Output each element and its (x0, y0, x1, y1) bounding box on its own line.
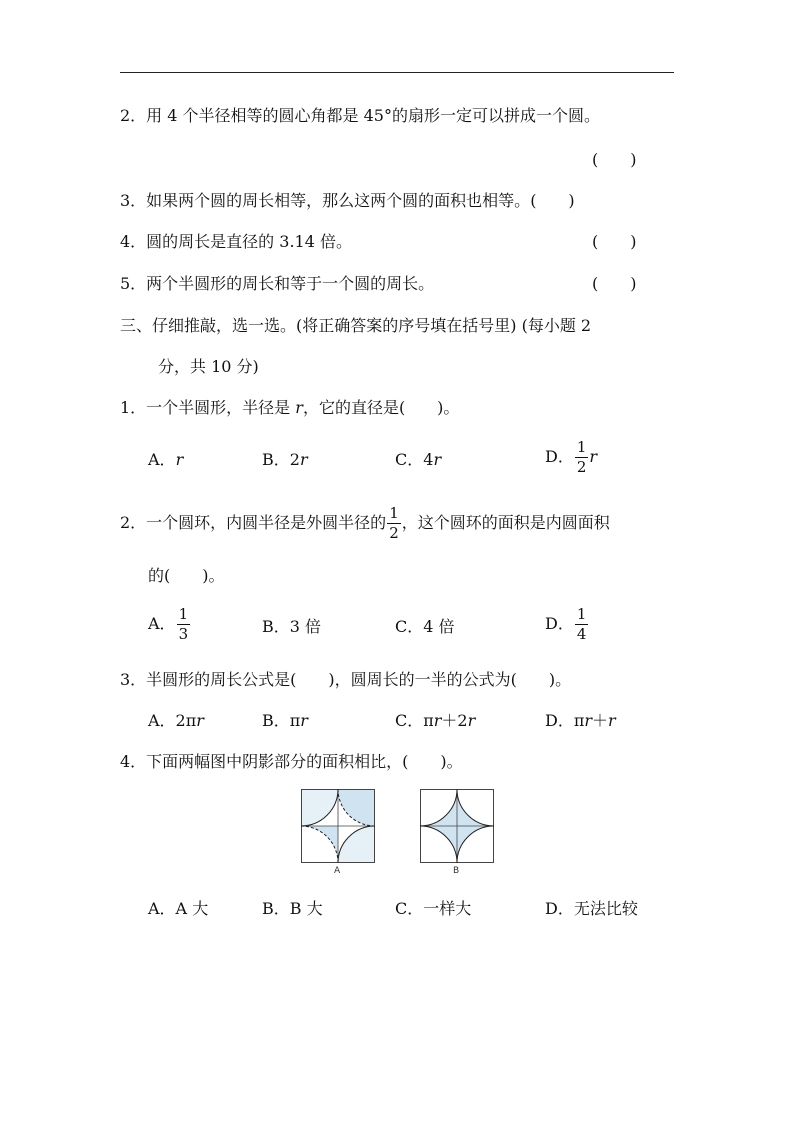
fraction-num: 1 (576, 438, 587, 456)
option-var: r (433, 711, 442, 730)
mc-q4-stem: 4．下面两幅图中阴影部分的面积相比，( )。 (120, 752, 463, 771)
option-var: r (467, 711, 476, 730)
mc-q3-option-d[interactable] (545, 711, 616, 731)
fraction (387, 506, 401, 541)
fraction-den: 2 (389, 524, 399, 542)
mc-q2-option-c[interactable]: C．4 倍 (395, 617, 455, 636)
fraction-num: 1 (389, 504, 399, 522)
judge-q2-answer-paren[interactable]: ( ) (592, 150, 637, 169)
mc-q3-option-b[interactable] (262, 711, 308, 731)
option-label: C．4 (395, 450, 434, 469)
mc-q4-option-b[interactable]: B．B 大 (262, 899, 323, 918)
mc-q2-option-b[interactable]: B．3 倍 (262, 617, 322, 636)
mc-q1-option-a[interactable] (148, 450, 183, 470)
mc-q4-option-d[interactable]: D．无法比较 (545, 899, 638, 918)
option-label: A． (148, 450, 176, 469)
section3-heading-line2: 分，共 10 分) (158, 357, 259, 376)
option-label: B．2 (262, 450, 300, 469)
fraction-den: 2 (576, 458, 587, 476)
mc-q1-option-c[interactable] (395, 450, 441, 470)
figure-b-label: B (453, 866, 460, 876)
option-var: r (299, 450, 308, 469)
judge-q3 (120, 191, 575, 211)
mc-q2-stem (120, 506, 610, 541)
option-var: r (584, 711, 593, 730)
judge-q4: 4．圆的周长是直径的 3.14 倍。 (120, 232, 352, 251)
judge-q3-answer-paren[interactable]: ( ) (530, 191, 575, 210)
option-var: r (608, 711, 616, 730)
mc-q2-stem-a: 2．一个圆环，内圆半径是外圆半径的 (120, 513, 387, 532)
option-var: r (175, 450, 184, 469)
fraction (575, 440, 589, 475)
option-rest: ＋ (592, 711, 609, 730)
judge-q3-text: 3．如果两个圆的周长相等，那么这两个圆的面积也相等。 (120, 191, 531, 210)
mc-q4-option-c[interactable]: C．一样大 (395, 899, 472, 918)
header-rule (120, 72, 674, 73)
section3-heading-line1: 三、仔细推敲，选一选。(将正确答案的序号填在括号里) (每小题 2 (120, 316, 592, 335)
option-var: r (433, 450, 442, 469)
mc-q1-stem-a: 1．一个半圆形，半径是 (120, 398, 296, 417)
mc-q3-option-a[interactable] (148, 711, 204, 731)
option-label: D．π (545, 711, 585, 730)
option-label: B．π (262, 711, 301, 730)
mc-q1-option-b[interactable] (262, 450, 308, 470)
fraction-den: 3 (178, 625, 189, 643)
figure-a (301, 789, 375, 863)
option-label: D． (545, 447, 574, 466)
option-label: D． (545, 614, 574, 633)
option-rest: ＋2 (441, 711, 468, 730)
fraction (177, 607, 191, 642)
figure-a-label: A (334, 866, 341, 876)
mc-q3-option-c[interactable] (395, 711, 475, 731)
mc-q2-option-d[interactable] (545, 607, 589, 642)
option-label: A． (148, 614, 176, 633)
mc-q1-option-d[interactable] (545, 440, 597, 475)
judge-q4-answer-paren[interactable]: ( ) (592, 232, 637, 251)
fraction (575, 607, 589, 642)
fraction-den: 4 (576, 625, 587, 643)
judge-q2: 2．用 4 个半径相等的圆心角都是 45°的扇形一定可以拼成一个圆。 (120, 106, 600, 125)
option-var: r (196, 711, 204, 730)
judge-q5-answer-paren[interactable]: ( ) (592, 274, 637, 293)
fraction-num: 1 (178, 605, 189, 623)
option-label: C．π (395, 711, 434, 730)
fraction-num: 1 (576, 605, 587, 623)
mc-q4-option-a[interactable]: A．A 大 (148, 899, 209, 918)
option-var: r (589, 447, 598, 466)
figure-b (420, 789, 494, 863)
option-var: r (300, 711, 308, 730)
mc-q1-stem-var: r (295, 398, 303, 417)
mc-q2-stem-line2: 的( )。 (148, 566, 225, 585)
mc-q2-option-a[interactable] (148, 607, 191, 642)
mc-q2-stem-b: ，这个圆环的面积是内圆面积 (401, 513, 610, 532)
judge-q5: 5．两个半圆形的周长和等于一个圆的周长。 (120, 274, 435, 293)
mc-q3-stem: 3．半圆形的周长公式是( )，圆周长的一半的公式为( )。 (120, 670, 572, 689)
mc-q1-stem-b: ，它的直径是( )。 (302, 398, 460, 417)
mc-q1-stem (120, 398, 459, 418)
option-label: A．2π (148, 711, 197, 730)
